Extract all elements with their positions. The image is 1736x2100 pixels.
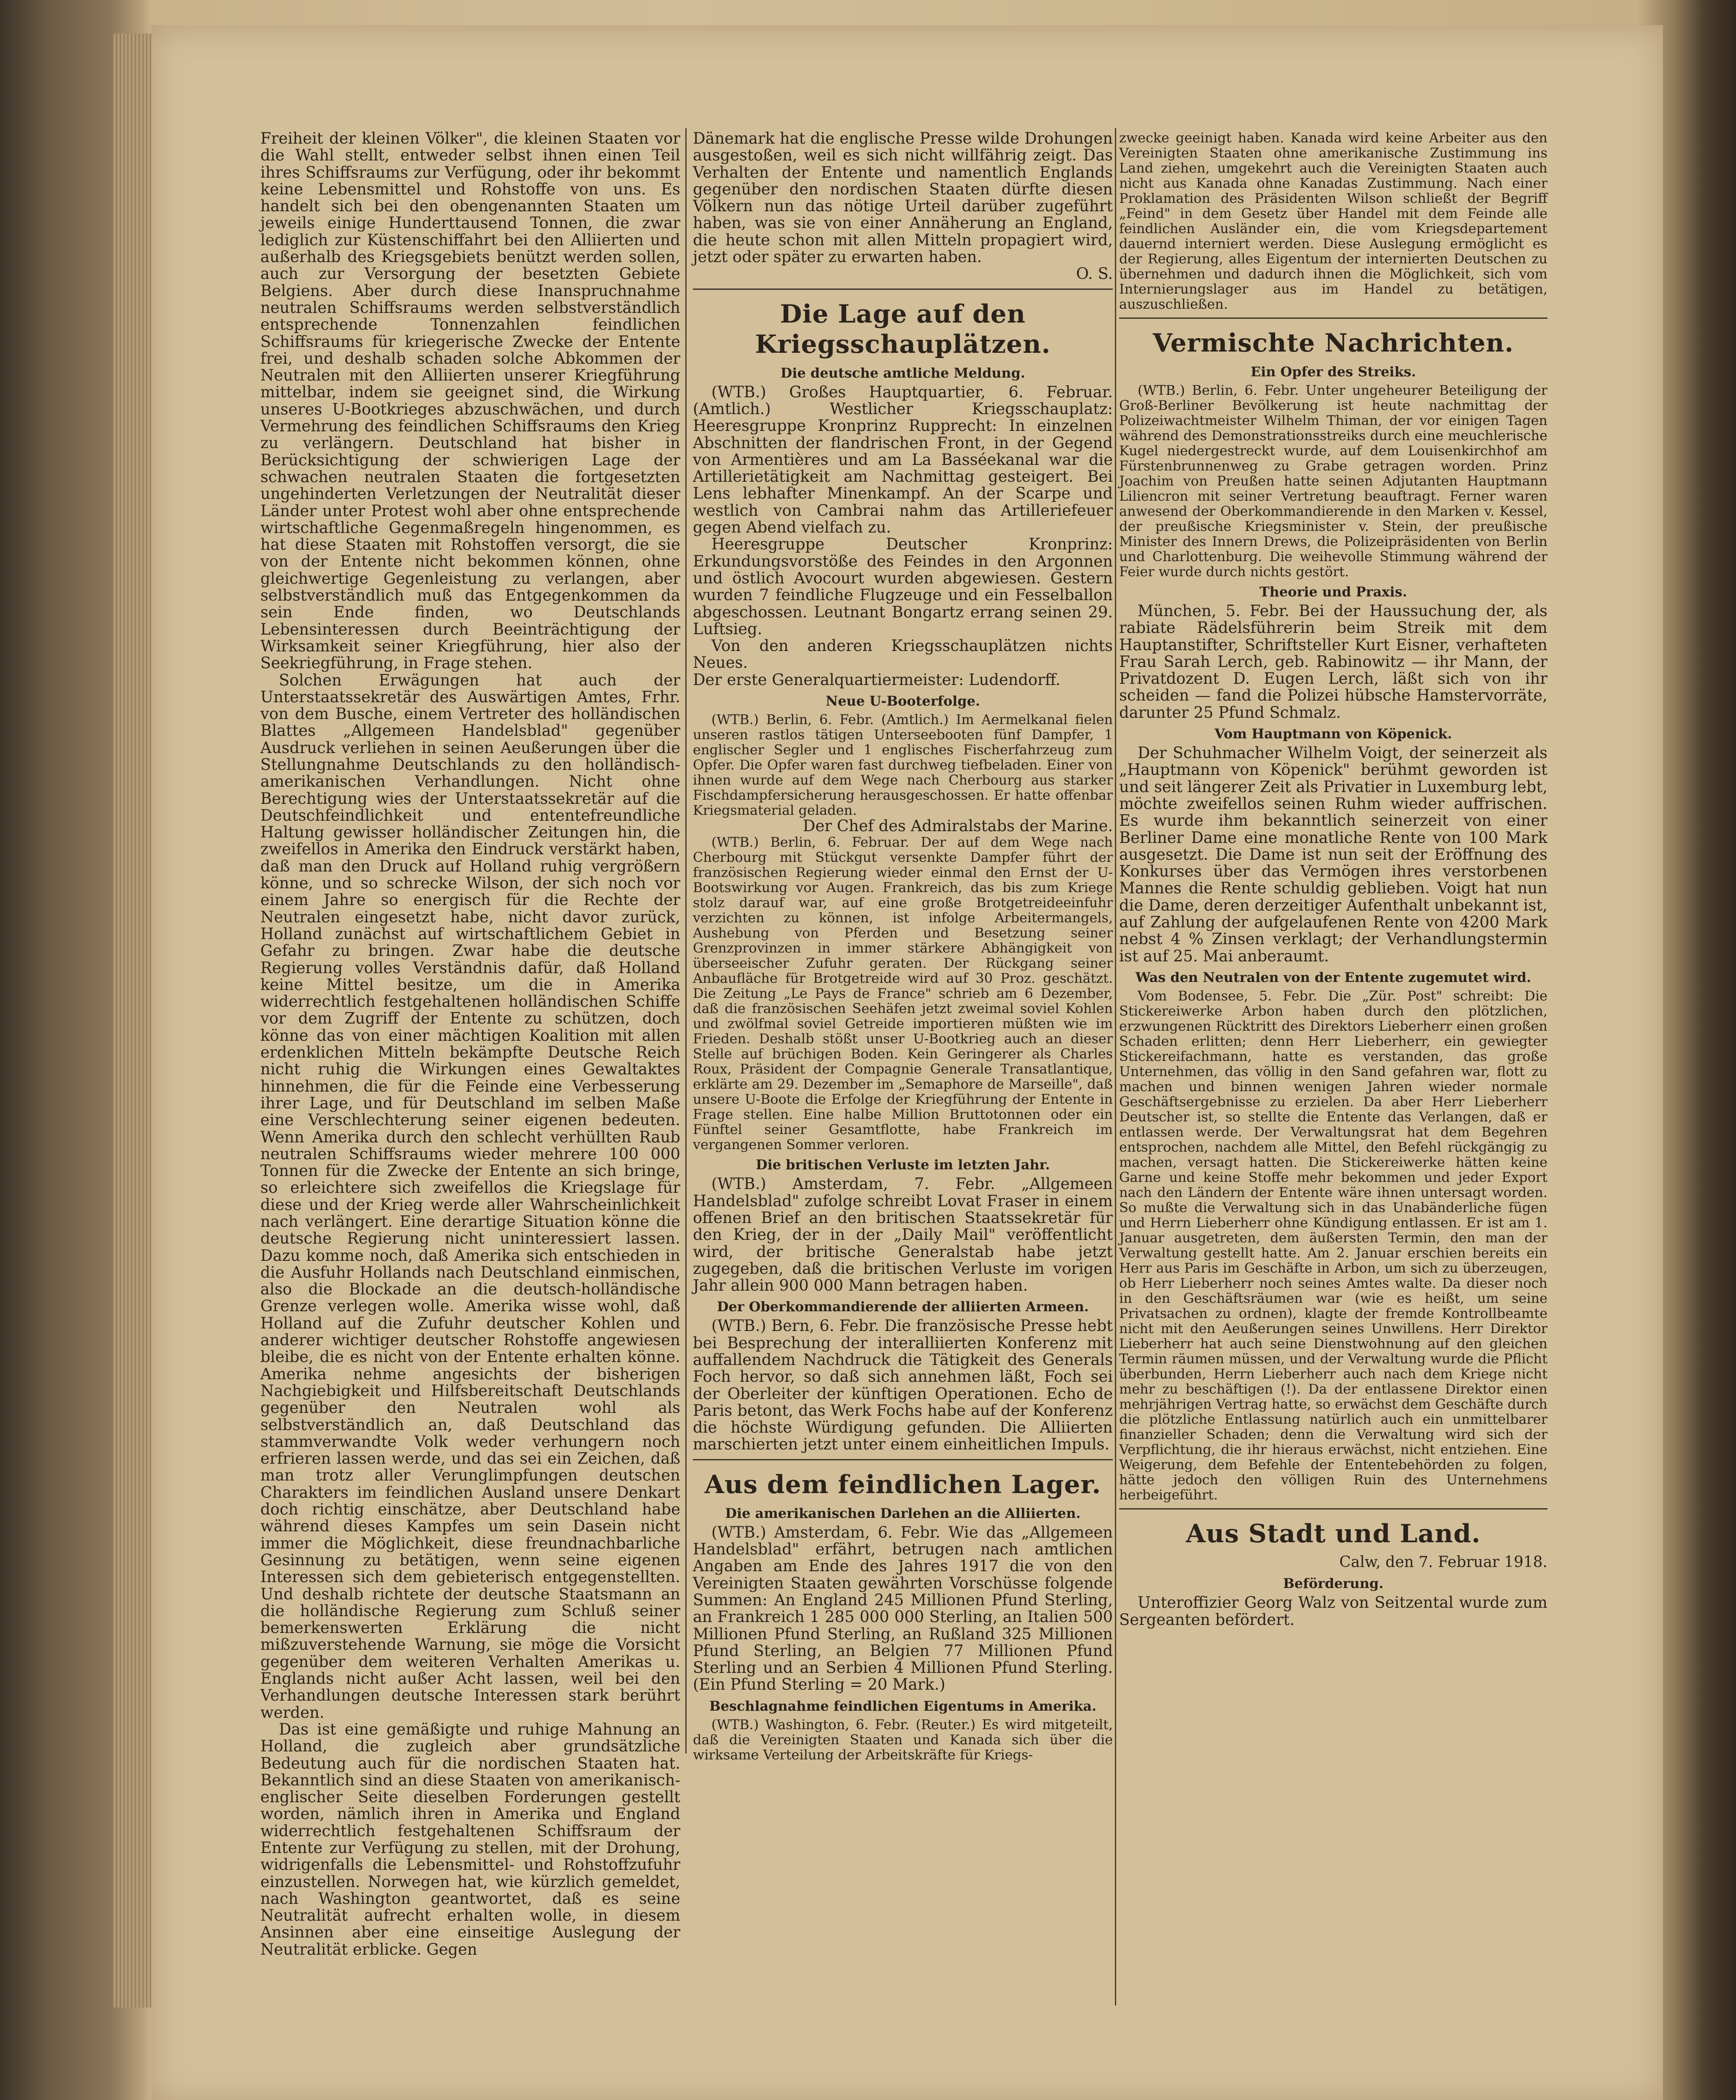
signature: Der Chef des Admiralstabs der Marine.	[802, 817, 1113, 835]
article-text: Unteroffizier Georg Walz von Seitzental wurde zum Sergeanten befördert.	[1119, 1593, 1547, 1629]
subheading: Beschlagnahme feindlichen Eigentums in Amerika.	[709, 1698, 1097, 1714]
article-text: (WTB.) Washington, 6. Febr. (Reuter.) Es wird mitgeteilt, daß die Vereinigten Staaten und Kanada sich über die wirksame Verteilung der Arbeitskräfte für Kriegs-	[693, 1716, 1113, 1763]
article-text: Der erste Generalquartiermeister: Ludendorff.	[693, 670, 1061, 689]
article-text: (WTB.) Berlin, 6. Febr. Unter ungeheurer Beteiligung der Groß-Berliner Bevölkerung ist heute nachmittag der Polizeiwachtmeister Wilhelm Thiman, der vor einigen Tagen während des Demonstrationsstreiks durch eine meuchlerische Kugel niedergestreckt wurde, auf dem Louisenkirchhof am Fürstenbrunnenweg zu Grabe getragen worden. Prinz Joachim von Preußen hatte seinen Adjutanten Hauptmann Liliencron mit seiner Vertretung beauftragt. Ferner waren anwesend der Oberkommandierende in den Marken v. Kessel, der preußische Kriegsminister v. Stein, der preußische Minister des Innern Drews, die Polizeipräsidenten von Berlin und Charlottenburg. Die weihevolle Stimmung während der Feier wurde durch nichts gestört.	[1119, 382, 1547, 580]
subheading: Die deutsche amtliche Meldung.	[780, 365, 1025, 381]
article-text: München, 5. Febr. Bei der Haussuchung der, als rabiate Rädelsführerin beim Streik mit dem Hauptanstifter, Schriftsteller Kurt Eisner, verhafteten Frau Sarah Lerch, geb. Rabinowitz — ihr Mann, der Privatdozent D. Eugen Lerch, läßt sich von ihr scheiden — fand die Polizei hübsche Hamstervorräte, darunter 25 Pfund Schmalz.	[1119, 602, 1547, 722]
article-text: zwecke geeinigt haben. Kanada wird keine Arbeiter aus den Vereinigten Staaten ohne amerikanische Zustimmung ins Land ziehen, umgekehrt auch die Vereinigten Staaten auch nicht aus Kanada ohne Kanadas Zustimmung. Nach einer Proklamation des Präsidenten Wilson schließt der Begriff „Feind" in dem Gesetz über Handel mit dem Feinde alle feindlichen Ausländer ein, die vom Kriegsdepartement dauernd interniert werden. Diese Auslegung ermöglicht es der Regierung, alles Eigentum der internierten Deutschen zu übernehmen und dadurch ihnen die Möglichkeit, sich vom Internierungslager aus im Handel zu betätigen, auszuschließen.	[1119, 130, 1547, 312]
subheading: Neue U-Booterfolge.	[826, 693, 980, 709]
article-text: (WTB.) Großes Hauptquartier, 6. Februar. (Amtlich.) Westlicher Kriegsschauplatz: Heeresgruppe Kronprinz Rupprecht: In einzelnen Abschnitten der flandrischen Front, in der Gegend von Armentières und am La Basséekanal war die Artillerietätigkeit am Nachmittag gesteigert. Bei Lens lebhafter Minenkampf. An der Scarpe und westlich von Cambrai nahm das Artilleriefeuer gegen Abend vielfach zu.	[693, 383, 1113, 537]
column-3	[1119, 130, 1547, 1628]
article-text: (WTB.) Amsterdam, 6. Febr. Wie das „Allgemeen Handelsblad" erfährt, betrugen nach amtlichen Angaben am Ende des Jahres 1917 die von den Vereinigten Staaten gewährten Vorschüsse folgende Summen: An England 245 Millionen Pfund Sterling, an Frankreich 1 285 000 000 Sterling, an Italien 500 Millionen Pfund Sterling, an Rußland 325 Millionen Pfund Sterling, an Belgien 77 Millionen Pfund Sterling und an Serbien 4 Millionen Pfund Sterling. (Ein Pfund Sterling = 20 Mark.)	[693, 1523, 1113, 1694]
article-text: (WTB.) Amsterdam, 7. Febr. „Allgemeen Handelsblad" zufolge schreibt Lovat Fraser in einem offenen Brief an den britischen Staatssekretär für den Krieg, der in der „Daily Mail" veröffentlicht wird, der britische Generalstab habe jetzt zugegeben, daß die britischen Verluste im vorigen Jahr allein 900 000 Mann betragen haben.	[693, 1175, 1113, 1295]
subheading: Vom Hauptmann von Köpenick.	[1214, 726, 1452, 742]
section-divider	[693, 1459, 1113, 1460]
subheading: Die amerikanischen Darlehen an die Alliierten.	[725, 1505, 1081, 1521]
article-text: Vom Bodensee, 5. Febr. Die „Zür. Post" schreibt: Die Stickereiwerke Arbon haben durch den plötzlichen, erzwungenen Rücktritt des Direktors Lieberherr einen großen Schaden erlitten; denn Herr Lieberherr, ein gewiegter Stickereifachmann, hatte es verstanden, das große Unternehmen, das völlig in den Sand gefahren war, flott zu machen und binnen wenigen Jahren wieder normale Geschäftsergebnisse zu erzielen. Da aber Herr Lieberherr Deutscher ist, so stellte die Entente das Verlangen, daß er entlassen werde. Der Verwaltungsrat hat dem Begehren entsprochen, nachdem alle Mittel, den Befehl rückgängig zu machen, versagt hatten. Die Stickereiwerke hätten keine Garne und keine Stoffe mehr bekommen und jeder Export nach den Ländern der Entente wäre ihnen untersagt worden. So mußte die Verwaltung sich in das Unabänderliche fügen und Herrn Lieberherr ohne Kündigung entlassen. Er ist am 1. Januar ausgetreten, dem äußersten Termin, den man der Verwaltung gestellt hatte. Am 2. Januar erschien bereits ein Herr aus Paris im Geschäfte in Arbon, um sich zu überzeugen, ob Herr Lieberherr noch seines Amtes walte. Da dieser noch in den Geschäftsräumen war (wie es heißt, um seine Privatsachen zu ordnen), klagte der fremde Kontrollbeamte nicht mit den Aeußerungen seines Unwillens. Herr Direktor Lieberherr hat auch seine Dienstwohnung auf den gleichen Termin räumen müssen, und der Verwaltung wurde die Pflicht überbunden, Herrn Lieberherr auch nach dem Kriege nicht mehr zu beschäftigen (!). Da der entlassene Direktor einen mehrjährigen Vertrag hatte, so erwächst dem Geschäfte durch die plötzliche Entlassung natürlich auch ein unmittelbarer finanzieller Schaden; denn die Verwaltung wird sich der Verpflichtung, die ihr hieraus erwächst, nicht entziehen. Eine Weigerung, dem Befehle der Ententebehörden zu folgen, hätte jedoch den völligen Ruin des Unternehmens herbeigeführt.	[1119, 987, 1547, 1503]
article-text: Heeresgruppe Deutscher Kronprinz: Erkundungsvorstöße des Feindes in den Argonnen und östlich Avocourt wurden abgewiesen. Gestern wurden 7 feindliche Flugzeuge und ein Fesselballon abgeschossen. Leutnant Bongartz errang seinen 29. Luftsieg.	[693, 535, 1113, 638]
column-rule-left	[685, 128, 687, 1754]
article-text: Freiheit der kleinen Völker", die kleinen Staaten vor die Wahl stellt, entweder selbst ihnen einen Teil ihres Schiffsraums zur Verfügung, oder ihr bekommt keine Lebensmittel und Rohstoffe von uns. Es handelt sich bei den obengenannten Staaten um jeweils einige Hunderttausend Tonnen, die zwar lediglich zur Küstenschiffahrt bei den Alliierten und außerhalb des Kriegsgebiets benützt werden sollen, auch zur Versorgung der besetzten Gebiete Belgiens. Aber durch diese Inanspruchnahme neutralen Schiffsraums werden selbstverständlich entsprechende Tonnenzahlen feindlichen Schiffsraums für kriegerische Zwecke der Entente frei, und deshalb schaden solche Abkommen der Neutralen mit den Alliierten unserer Kriegführung mittelbar, indem sie geeignet sind, die Wirkung unseres U-Bootkrieges abzuschwächen, und durch Vermehrung des feindlichen Schiffsraums den Krieg zu verlängern. Deutschland hat bisher in Berücksichtigung der schwierigen Lage der schwachen neutralen Staaten die fortgesetzten ungehinderten Verletzungen der Neutralität dieser Länder unter Protest wohl aber ohne entsprechende wirtschaftliche Gegenmaßregeln hingenommen, es hat diese Staaten mit Rohstoffen versorgt, die sie von der Entente nicht bekommen können, ohne gleichwertige Gegenleistung zu verlangen, aber selbstverständlich muß das Entgegenkommen da sein Ende finden, wo Deutschlands Lebensinteressen durch Beeinträchtigung der Wirksamkeit seiner Kriegführung, hier also der Seekriegführung, in Frage stehen.	[260, 129, 680, 672]
section-divider	[1119, 1508, 1547, 1509]
section-divider	[1119, 318, 1547, 319]
section-heading: Die Lage auf den Kriegsschauplätzen.	[755, 299, 1051, 359]
article-text: Das ist eine gemäßigte und ruhige Mahnung an Holland, die zugleich aber grundsätzliche Bedeutung auch für die nordischen Staaten hat. Bekanntlich sind an diese Staaten von amerikanisch-englischer Seite dieselben Forderungen gestellt worden, nämlich ihren in Amerika und England widerrechtlich festgehaltenen Schiffsraum der Entente zur Verfügung zu stellen, mit der Drohung, widrigenfalls die Lebensmittel- und Rohstoffzufuhr einzustellen. Norwegen hat, wie kürzlich gemeldet, nach Washington geantwortet, daß es seine Neutralität aufrecht erhalten wolle, in diesem Ansinnen aber eine einseitige Auslegung der Neutralität erblicke. Gegen	[260, 1720, 680, 1958]
section-divider	[693, 289, 1113, 290]
article-text: Der Schuhmacher Wilhelm Voigt, der seinerzeit als „Hauptmann von Köpenick" berühmt geworden ist und seit längerer Zeit als Privatier in Luxemburg lebt, möchte zweifellos seinen Ruhm wieder auffrischen. Es wurde ihm bekanntlich seinerzeit von einer Berliner Dame eine monatliche Rente von 100 Mark ausgesetzt. Die Dame ist nun seit der Eröffnung des Konkurses über das Vermögen ihres verstorbenen Mannes die Rente schuldig geblieben. Voigt hat nun die Dame, deren derzeitiger Aufenthalt unbekannt ist, auf Zahlung der aufgelaufenen Rente von 4200 Mark nebst 4 % Zinsen verklagt; der Verhandlungstermin ist auf 25. Mai anberaumt.	[1119, 744, 1547, 965]
column-rule-right	[1115, 128, 1116, 2006]
article-text: (WTB.) Bern, 6. Febr. Die französische Presse hebt bei Besprechung der interalliierten Konferenz mit auffallendem Nachdruck die Tätigkeit des Generals Foch hervor, so daß sich annehmen läßt, Foch sei der Oberleiter der künftigen Operationen. Echo de Paris betont, das Werk Fochs habe auf der Konferenz die höchste Würdigung gefunden. Die Alliierten marschierten jetzt unter einem einheitlichen Impuls.	[693, 1317, 1113, 1454]
column-1	[260, 130, 680, 1958]
author-signature: O. S.	[1076, 265, 1113, 283]
article-text: (WTB.) Berlin, 6. Februar. Der auf dem Wege nach Cherbourg mit Stückgut versenkte Dampfer führt der französischen Regierung wieder einmal den Ernst der U-Bootswirkung vor Augen. Frankreich, das bis zum Kriege stolz darauf war, auf eine große Brotgetreideeinfuhr verzichten zu können, ist infolge Arbeitermangels, Aushebung von Pferden und Besetzung seiner Grenzprovinzen in immer stärkere Abhängigkeit von überseeischer Zufuhr geraten. Der Rückgang seiner Anbaufläche für Brotgetreide wird auf 30 Proz. geschätzt. Die Zeitung „Le Pays de France" schrieb am 6 Dezember, daß die französischen Seehäfen jetzt zweimal soviel Kohlen und zwölfmal soviel Getreide importieren müßten wie im Frieden. Deshalb stößt unser U-Bootkrieg auch an dieser Stelle auf brüchigen Boden. Kein Geringerer als Charles Roux, Präsident der Compagnie Generale Transatlantique, erklärte am 29. Dezember im „Semaphore de Marseille", daß unsere U-Boote die Erfolge der Kriegführung der Entente in Frage stellen. Eine halbe Million Bruttotonnen oder ein Fünftel seiner Gesamtflotte, habe Frankreich im vergangenen Sommer verloren.	[693, 834, 1113, 1153]
article-text: Solchen Erwägungen hat auch der Unterstaatssekretär des Auswärtigen Amtes, Frhr. von dem Busche, einem Vertreter des holländischen Blattes „Allgemeen Handelsblad" gegenüber Ausdruck verliehen in seinen Aeußerungen über die Stellungnahme Deutschlands zu den holländisch-amerikanischen Verhandlungen. Nicht ohne Berechtigung wies der Unterstaatssekretär auf die Deutschfeindlichkeit und ententefreundliche Haltung gewisser holländischer Zeitungen hin, die zweifellos in Amerika den Eindruck verstärkt haben, daß man den Druck auf Holland ruhig vergrößern könne, und so schrecke Wilson, der sich noch vor einem Jahre so energisch für die Rechte der Neutralen eingesetzt habe, nicht davor zurück, Holland zunächst auf wirtschaftlichem Gebiet in Gefahr zu bringen. Zwar habe die deutsche Regierung volles Verständnis dafür, daß Holland keine Mittel besitze, um die in Amerika widerrechtlich festgehaltenen holländischen Schiffe vor dem Zugriff der Entente zu schützen, doch könne das von einer mächtigen Koalition mit allen erdenklichen Mitteln bekämpfte Deutsche Reich nicht ruhig die Wirkungen eines Gewaltaktes hinnehmen, die für die Feinde eine Verbesserung ihrer Lage, und für Deutschland im selben Maße eine Verschlechterung seiner eigenen bedeuten. Wenn Amerika durch den schlecht verhüllten Raub neutralen Schiffsraums wieder mehrere 100 000 Tonnen für die Zwecke der Entente an sich bringe, so erleichtere sich zweifellos die Kriegslage für diese und der Krieg werde aller Wahrscheinlichkeit nach verlängert. Eine derartige Situation könne die deutsche Regierung nicht uninteressiert lassen. Dazu komme noch, daß Amerika sich entschieden in die Ausfuhr Hollands nach Deutschland einmischen, also die Blockade an die deutsch-holländische Grenze verlegen wolle. Amerika wisse wohl, daß Holland auf die Zufuhr deutscher Kohlen und anderer wichtiger deutscher Rohstoffe angewiesen bleibe, die es nicht von der Entente erhalten könne. Amerika nehme angesichts der bisherigen Nachgiebigkeit und Hilfsbereitschaft Deutschlands gegenüber den Neutralen wohl als selbstverständlich an, daß Deutschland das stammverwandte Volk weder verhungern noch erfrieren lassen werde, und das sei ein Zeichen, daß man trotz aller Verunglimpfungen deutschen Charakters im feindlichen Ausland unsere Denkart doch richtig einschätze, aber Deutschland habe während dieses Kampfes um sein Dasein nicht immer die Möglichkeit, diese freundnachbarliche Gesinnung zu betätigen, wenn seine eigenen Interessen sich dem gebieterisch entgegenstellten. Und deshalb richtete der deutsche Staatsmann an die holländische Regierung zum Schluß seiner bemerkenswerten Erklärung die nicht mißzuverstehende Warnung, sie möge die Vorsicht gegenüber dem weiteren Verhalten Amerikas u. Englands nicht außer Acht lassen, weil bei den Verhandlungen deutsche Interessen stark berührt werden.	[260, 671, 680, 1722]
subheading: Ein Opfer des Streiks.	[1251, 364, 1416, 380]
dateline: Calw, den 7. Februar 1918.	[1339, 1553, 1547, 1571]
article-text: (WTB.) Berlin, 6. Febr. (Amtlich.) Im Aermelkanal fielen unseren rastlos tätigen Unterseebooten fünf Dampfer, 1 englischer Segler und 1 englisches Fischerfahrzeug zum Opfer. Die Opfer waren fast durchweg tiefbeladen. Einer von ihnen wurde auf dem Wege nach Cherbourg aus starker Fischdampfersicherung herausgeschossen. Er hatte offenbar Kriegsmaterial geladen.	[693, 711, 1113, 819]
subheading: Was den Neutralen von der Entente zugemutet wird.	[1135, 969, 1531, 985]
column-2	[693, 130, 1113, 1762]
section-heading: Aus Stadt und Land.	[1186, 1519, 1481, 1549]
subheading: Die britischen Verluste im letzten Jahr.	[755, 1157, 1050, 1173]
subheading: Theorie und Praxis.	[1259, 584, 1407, 600]
section-heading: Vermischte Nachrichten.	[1153, 328, 1514, 358]
article-text: Von den anderen Kriegsschauplätzen nichts Neues.	[693, 637, 1113, 672]
subheading: Beförderung.	[1283, 1575, 1384, 1592]
subheading: Der Oberkommandierende der alliierten Armeen.	[717, 1299, 1089, 1315]
page-stack-edges	[113, 34, 151, 2008]
section-heading: Aus dem feindlichen Lager.	[704, 1470, 1101, 1499]
article-text: Dänemark hat die englische Presse wilde Drohungen ausgestoßen, weil es sich nicht willfährig zeigt. Das Verhalten der Entente und namentlich Englands gegenüber den nordischen Staaten dürfte diesen Völkern nun das nötige Urteil darüber zugeführt haben, was sie von einer Annäherung an England, die heute schon mit allen Mitteln propagiert wird, jetzt oder später zu erwarten haben.	[693, 129, 1113, 266]
